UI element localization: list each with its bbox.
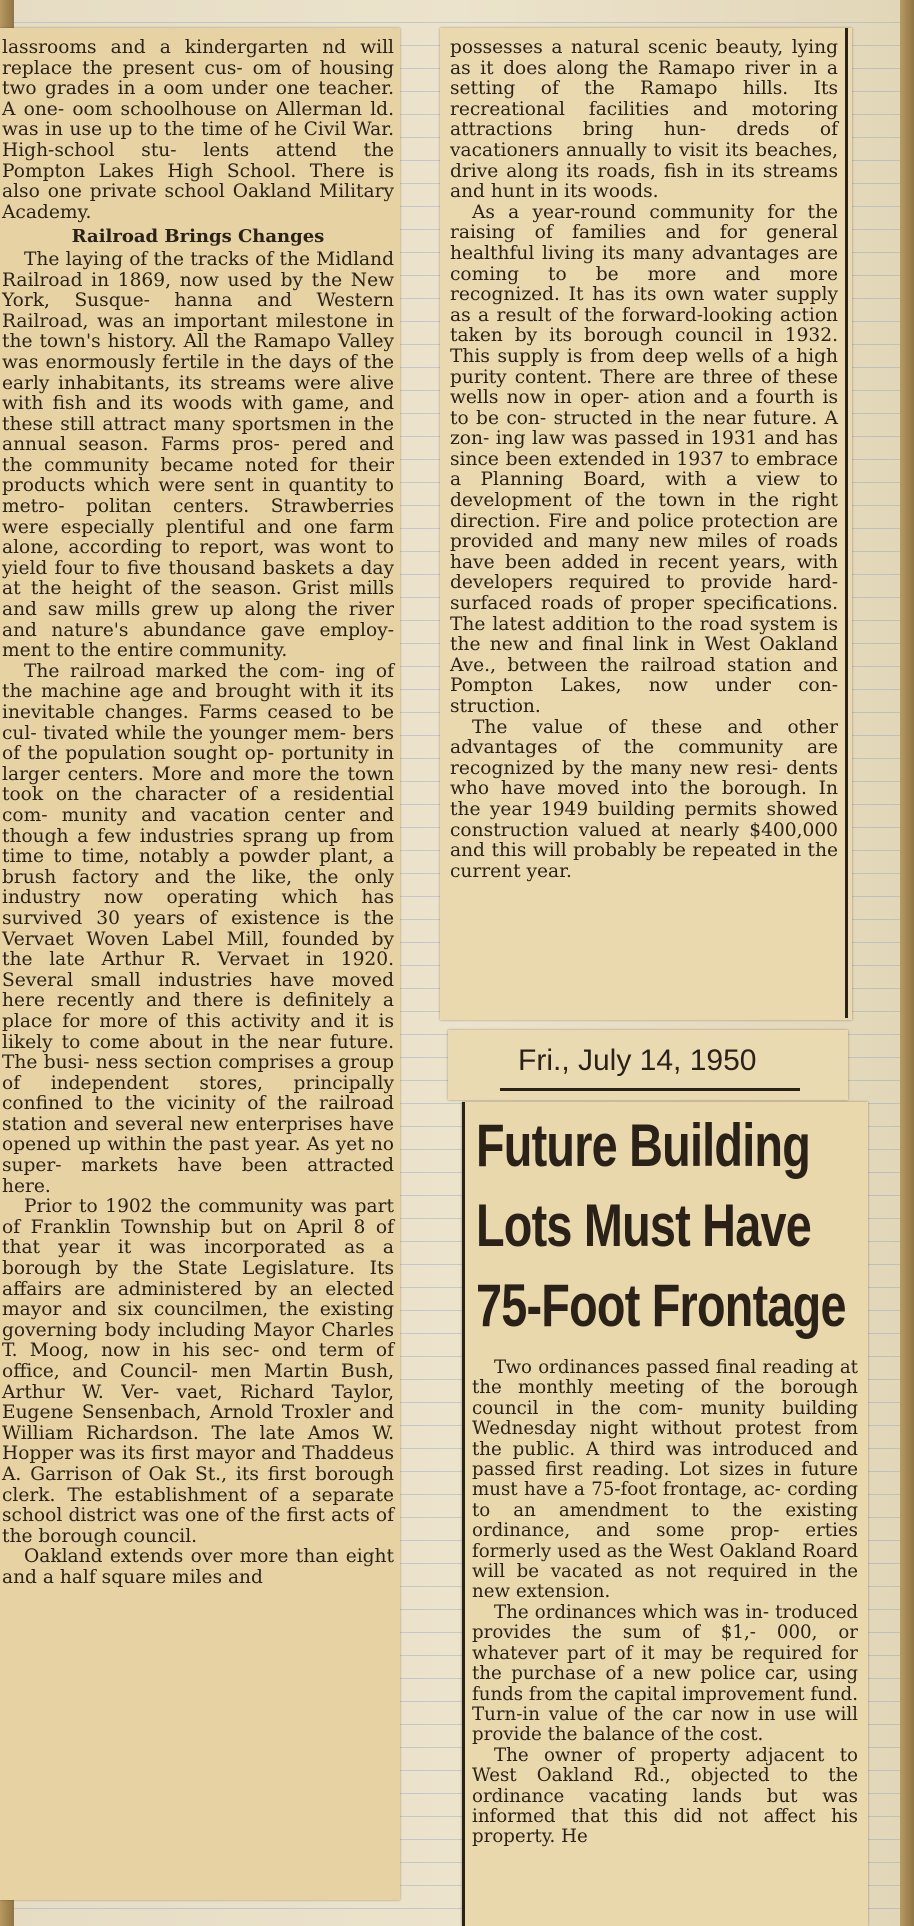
article-border	[462, 1102, 465, 1926]
article-body	[472, 1358, 858, 1848]
clipping-right-column	[440, 28, 852, 1020]
page-edge-right	[900, 0, 914, 1926]
column-rule	[845, 28, 848, 1018]
clipping-left-column	[0, 28, 400, 1900]
left-paragraph: The laying of the tracks of the Midland Railroad in 1869, now used by the New York, Susque- hanna and Western Railroad, was an important milestone in the town's history. All the Ramapo Valley was enormously fertile in the days of the early inhabitants, its streams were alive with fish and its woods with game, and these still attract many sportsmen in the annual season. Farms pros- pered and the community became noted for their products which were sent in quantity to metro- politan centers. Strawberries were especially plentiful and one farm alone, according to report, was wont to yield four to five thousand baskets a day at the height of the season. Grist mills and saw mills grew up along the river and nature's abundance gave employ- ment to the entire community.	[2, 248, 394, 662]
right-paragraph: As a year-round community for the raising of families and for general healthful living its many advantages are coming to be more and more recognized. It has its own water supply as a result of the forward-looking action taken by its borough council in 1932. This supply is from deep wells of a high purity content. There are three of these wells now in oper- ation and a fourth is to be con- structed in the near future. A zon- ing law was passed in 1931 and has since been extended in 1937 to embrace a Planning Board, with a view to development of the town in the right direction. Fire and police protection are provided and many new miles of roads have been added in recent years, with developers required to provide hard-surfaced roads of proper specifications. The latest addition to the road system is the new and final link in West Oakland Ave., between the railroad station and Pompton Lakes, now under con- struction.	[450, 201, 838, 717]
headline-line: 75-Foot Frontage	[476, 1272, 846, 1339]
date-rule	[500, 1088, 800, 1091]
headline-line: Lots Must Have	[476, 1192, 811, 1259]
article-paragraph: The owner of property adjacent to West Oakland Rd., objected to the ordinance vacating lands but was informed that this did not affect his property. He	[472, 1744, 858, 1848]
article-clipping	[462, 1102, 868, 1926]
article-headline	[476, 1106, 846, 1346]
left-intro-paragraph: lassrooms and a kindergarten nd will replace the present cus- om of housing two grades in a oom under one teacher. A one- oom schoolhouse on Allerman ld. was in use up to the time of he Civil War. High-school stu- lents attend the Pompton Lakes High School. There is also one private school Oakland Military Academy.	[2, 37, 394, 223]
article-paragraph: Two ordinances passed final reading at the monthly meeting of the borough council in the com- munity building Wednesday night without protest from the public. A third was introduced and passed first reading. Lot sizes in future must have a 75-foot frontage, ac- cording to an amendment to the existing ordinance, and some prop- erties formerly used as the West Oakland Roard will be vacated as not required in the new extension.	[472, 1357, 858, 1603]
right-paragraph: The value of these and other advantages of the community are recognized by the many new resi- dents who have moved into the borough. In the year 1949 building permits showed construction valued at nearly $400,000 and this will probably be repeated in the current year.	[450, 716, 838, 882]
left-paragraph: Oakland extends over more than eight and a half square miles and	[2, 1546, 394, 1588]
right-column-text	[450, 38, 838, 882]
left-column-text	[2, 38, 394, 1589]
left-paragraph: Prior to 1902 the community was part of Franklin Township but on April 8 of that year it was incorporated as a borough by the State Legislature. Its affairs are administered by an elected mayor and six councilmen, the existing governing body including Mayor Charles T. Moog, now in his sec- ond term of office, and Council- men Martin Bush, Arthur W. Ver- vaet, Richard Taylor, Eugene Sensenbach, Arnold Troxler and William Richardson. The late Amos W. Hopper was its first mayor and Thaddeus A. Garrison of Oak St., its first borough clerk. The establishment of a separate school district was one of the first acts of the borough council.	[2, 1196, 394, 1547]
section-subhead: Railroad Brings Changes	[71, 226, 325, 248]
left-paragraph: The railroad marked the com- ing of the machine age and brought with it its inevitable changes. Farms ceased to be cul- tivated while the younger mem- bers of the population sought op- portunity in larger centers. More and more the town took on the character of a residential com- munity and vacation center and though a few industries sprang up from time to time, notably a powder plant, a brush factory and the like, the only industry now operating which has survived 30 years of existence is the Vervaet Woven Label Mill, founded by the late Arthur R. Vervaet in 1920. Several small industries have moved here recently and there is definitely a place for more of this activity and it is likely to come about in the near future. The busi- ness section comprises a group of independent stores, principally confined to the vicinity of the railroad station and several new enterprises have opened up within the past year. As yet no super- markets have been attracted here.	[2, 660, 394, 1197]
headline-line: Future Building	[476, 1112, 811, 1179]
right-paragraph: possesses a natural scenic beauty, lying as it does along the Ramapo river in a setting of the Ramapo hills. Its recreational facilities and motoring attractions bring hun- dreds of vacationers annually to visit its beaches, drive along its roads, fish in its streams and hunt in its woods.	[450, 37, 838, 203]
date-clipping	[448, 1030, 848, 1100]
date-label: Fri., July 14, 1950	[518, 1044, 757, 1077]
article-paragraph: The ordinances which was in- troduced provides the sum of $1,- 000, or whatever part of it may be required for the purchase of a new police car, using funds from the capital improvement fund. Turn-in value of the car now in use will provide the balance of the cost.	[472, 1601, 858, 1746]
